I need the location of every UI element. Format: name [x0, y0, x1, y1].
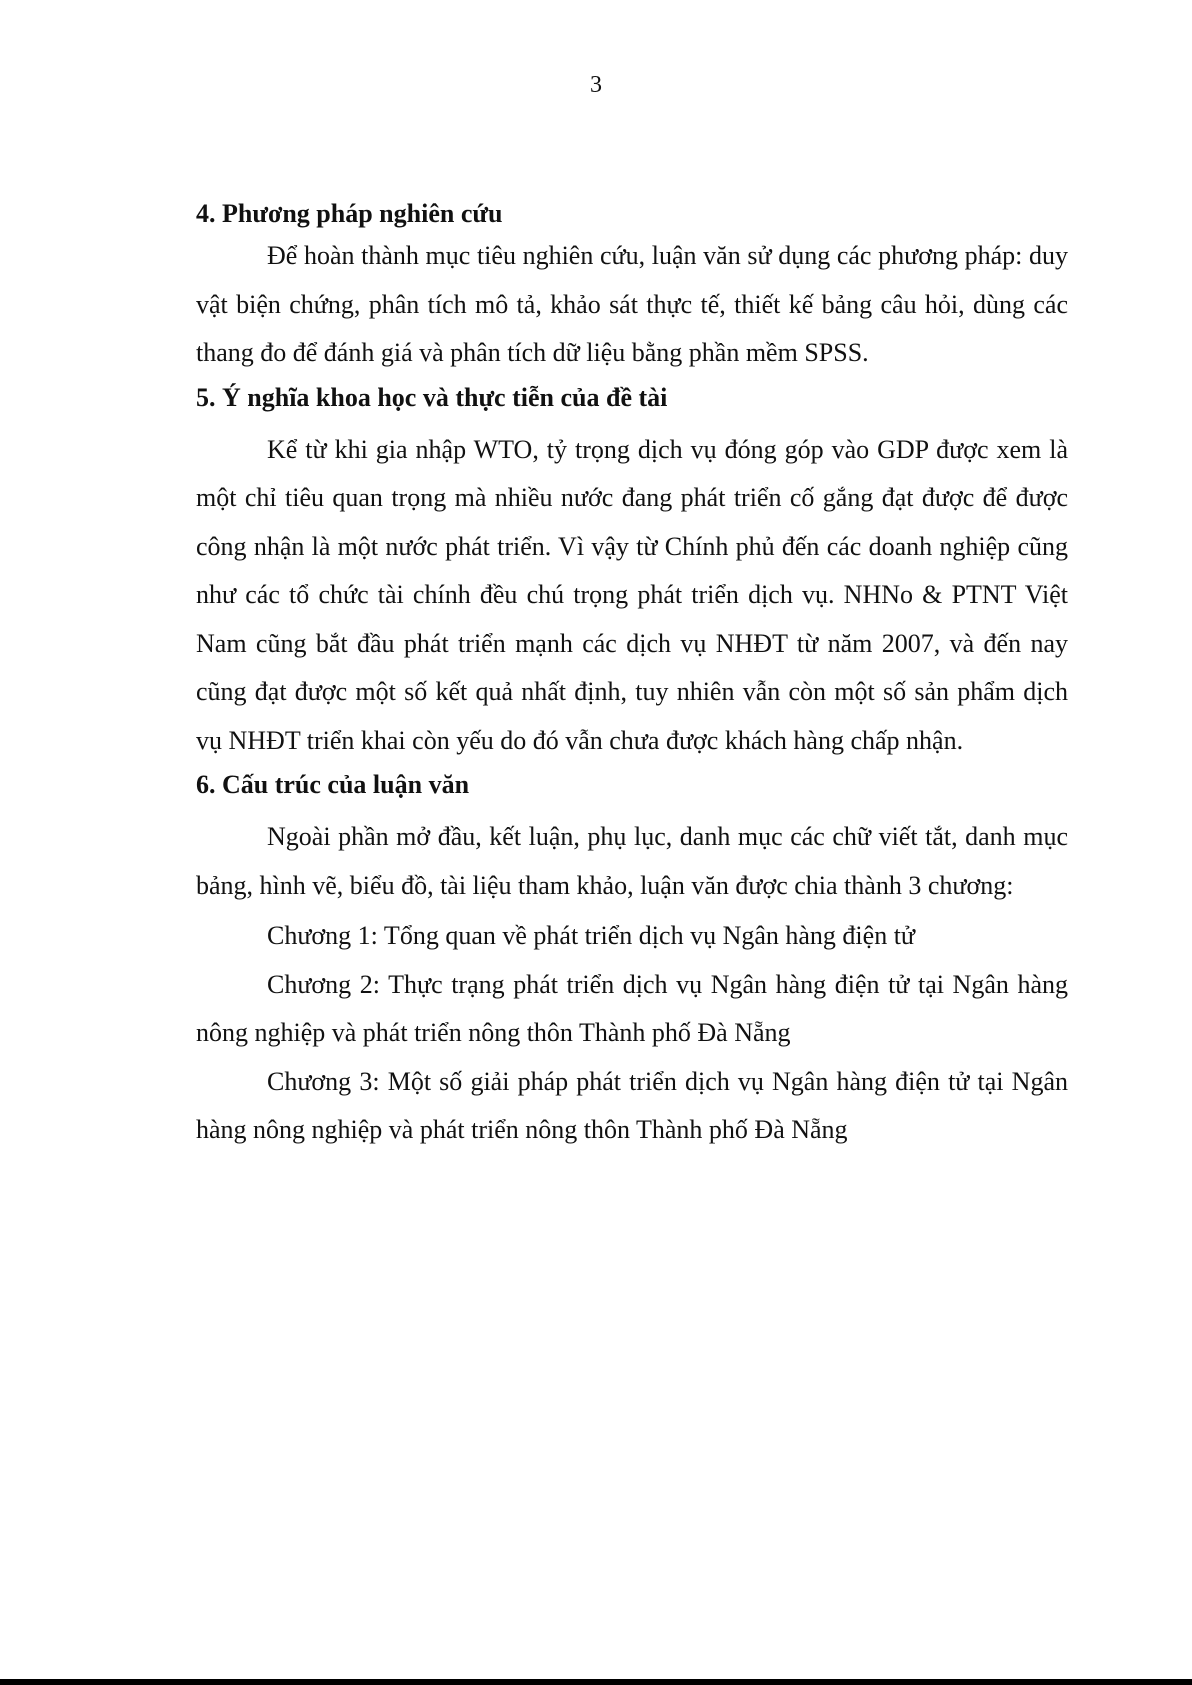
chapter-item-3: Chương 3: Một số giải pháp phát triển dịch vụ Ngân hàng điện tử tại Ngân hàng nông nghiệp và phát triển nông thôn Thành phố Đà Nẵng — [196, 1066, 1068, 1144]
bottom-border — [0, 1679, 1192, 1685]
chapter-item-1: Chương 1: Tổng quan về phát triển dịch vụ Ngân hàng điện tử — [267, 921, 916, 950]
document-body — [196, 196, 1068, 1155]
paragraph-methodology: Để hoàn thành mục tiêu nghiên cứu, luận văn sử dụng các phương pháp: duy vật biện chứng, phân tích mô tả, khảo sát thực tế, thiết kế bảng câu hỏi, dùng các thang đo để đánh giá và phân tích dữ liệu bằng phần mềm SPSS. — [196, 241, 1068, 367]
section-heading-structure: 6. Cấu trúc của luận văn — [196, 770, 470, 799]
section-heading-significance: 5. Ý nghĩa khoa học và thực tiễn của đề tài — [196, 382, 668, 412]
paragraph-structure: Ngoài phần mở đầu, kết luận, phụ lục, danh mục các chữ viết tắt, danh mục bảng, hình vẽ, biểu đồ, tài liệu tham khảo, luận văn được chia thành 3 chương: — [196, 822, 1068, 900]
paragraph-significance: Kể từ khi gia nhập WTO, tỷ trọng dịch vụ đóng góp vào GDP được xem là một chỉ tiêu quan trọng mà nhiều nước đang phát triển cố gắng đạt được để được công nhận là một nước phát triển. Vì vậy từ Chính phủ đến các doanh nghiệp cũng như các tổ chức tài chính đều chú trọng phát triển dịch vụ. NHNo & PTNT Việt Nam cũng bắt đầu phát triển mạnh các dịch vụ NHĐT từ năm 2007, và đến nay cũng đạt được một số kết quả nhất định, tuy nhiên vẫn còn một số sản phẩm dịch vụ NHĐT triển khai còn yếu do đó vẫn chưa được khách hàng chấp nhận. — [196, 434, 1068, 755]
chapter-item-2: Chương 2: Thực trạng phát triển dịch vụ Ngân hàng điện tử tại Ngân hàng nông nghiệp và phát triển nông thôn Thành phố Đà Nẵng — [196, 969, 1068, 1047]
section-heading-methodology: 4. Phương pháp nghiên cứu — [196, 199, 503, 228]
page-number: 3 — [590, 72, 602, 98]
